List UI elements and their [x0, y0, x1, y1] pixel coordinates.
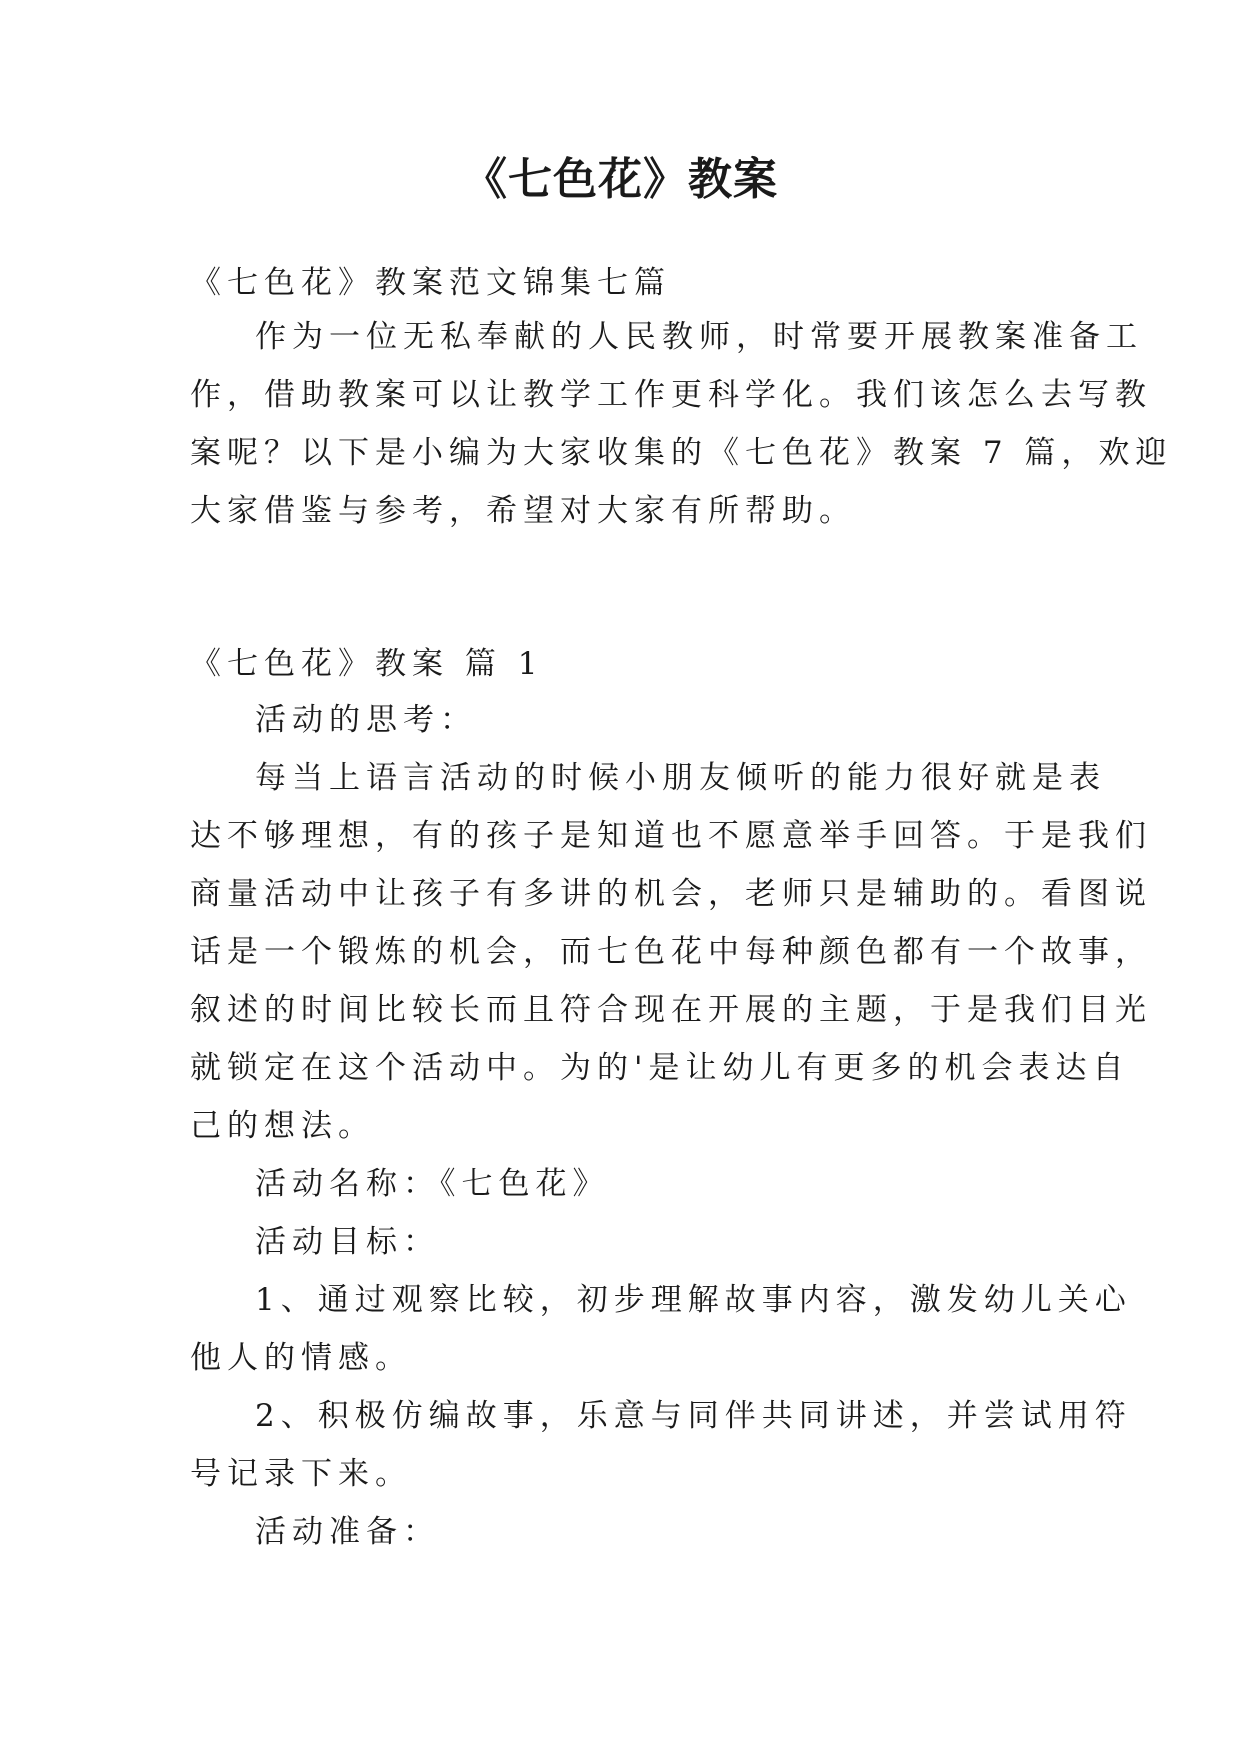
- heading-preparation: 活动准备：: [255, 1514, 440, 1550]
- thinking-line-7: 己的想法。: [190, 1108, 375, 1144]
- activity-name: 活动名称：《七色花》: [255, 1166, 610, 1202]
- thinking-line-1: 每当上语言活动的时候小朋友倾听的能力很好就是表: [255, 760, 1106, 796]
- goal-2-line-1: 2、积极仿编故事，乐意与同伴共同讲述，并尝试用符: [255, 1398, 1132, 1434]
- thinking-line-5: 叙述的时间比较长而且符合现在开展的主题，于是我们目光: [190, 992, 1152, 1028]
- thinking-line-2: 达不够理想，有的孩子是知道也不愿意举手回答。于是我们: [190, 818, 1152, 854]
- intro-line-3: 案呢？以下是小编为大家收集的《七色花》教案 7 篇，欢迎: [190, 435, 1173, 471]
- subtitle-line: 《七色花》教案范文锦集七篇: [190, 265, 671, 301]
- document-title: 《七色花》教案: [463, 154, 778, 205]
- goal-2-line-2: 号记录下来。: [190, 1456, 412, 1492]
- heading-goals: 活动目标：: [255, 1224, 440, 1260]
- goal-1-line-1: 1、通过观察比较，初步理解故事内容，激发幼儿关心: [255, 1282, 1132, 1318]
- heading-thinking: 活动的思考：: [255, 702, 477, 738]
- goal-1-line-2: 他人的情感。: [190, 1340, 412, 1376]
- intro-line-1: 作为一位无私奉献的人民教师，时常要开展教案准备工: [255, 319, 1143, 355]
- intro-line-2: 作，借助教案可以让教学工作更科学化。我们该怎么去写教: [190, 377, 1152, 413]
- thinking-line-3: 商量活动中让孩子有多讲的机会，老师只是辅助的。看图说: [190, 876, 1152, 912]
- section-heading: 《七色花》教案 篇 1: [190, 646, 544, 682]
- thinking-line-4: 话是一个锻炼的机会，而七色花中每种颜色都有一个故事，: [190, 934, 1152, 970]
- thinking-line-6: 就锁定在这个活动中。为的'是让幼儿有更多的机会表达自: [190, 1050, 1130, 1086]
- intro-line-4: 大家借鉴与参考，希望对大家有所帮助。: [190, 493, 856, 529]
